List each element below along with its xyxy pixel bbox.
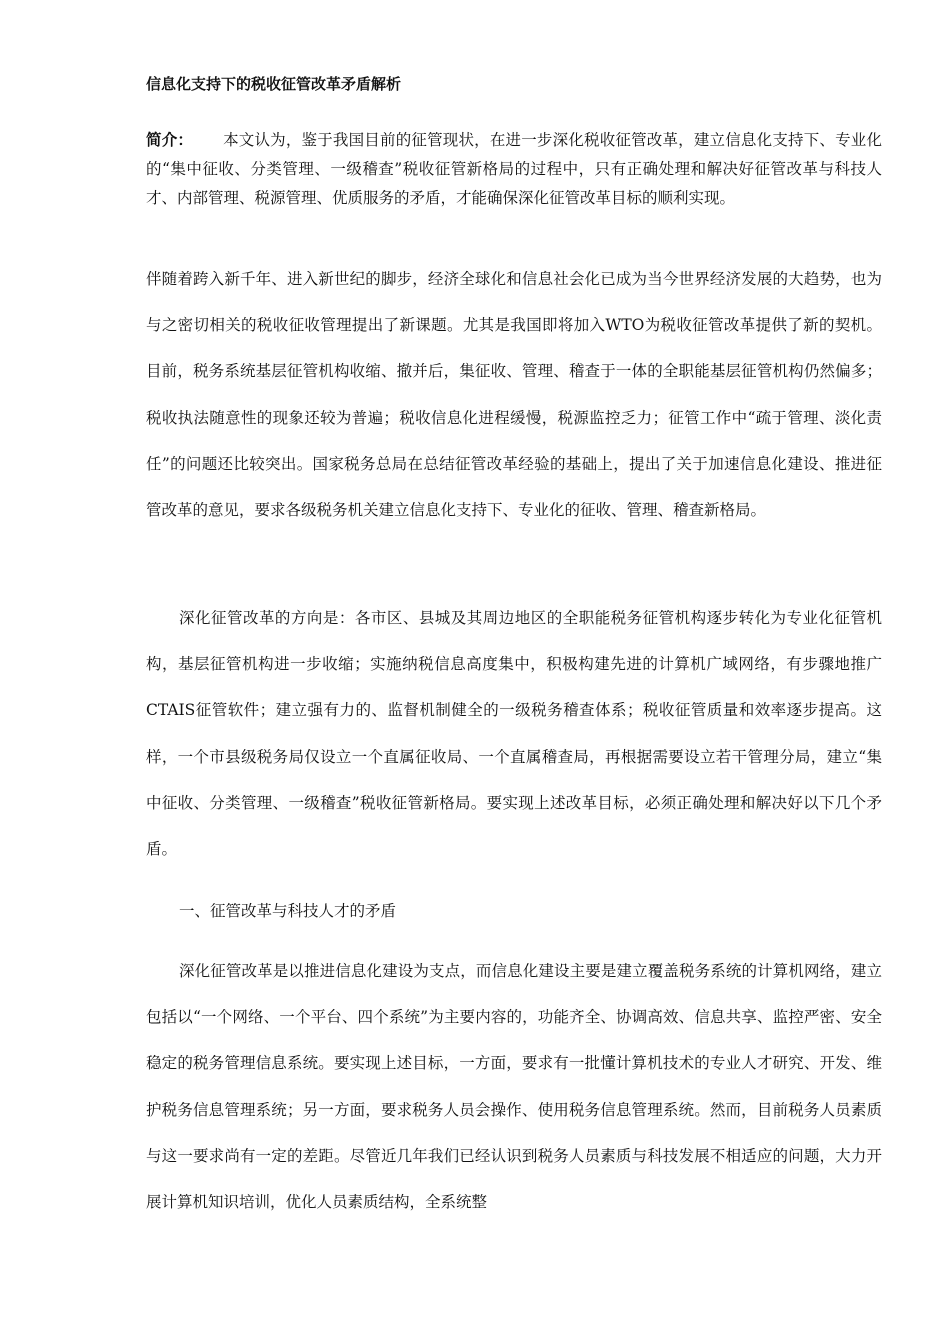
section-1-heading: 一、征管改革与科技人才的矛盾 (179, 902, 397, 920)
paragraph-1: 伴随着跨入新千年、进入新世纪的脚步，经济全球化和信息社会化已成为当今世界经济发展的大趋势，也为与之密切相关的税收征收管理提出了新课题。尤其是我国即将加入WTO为税收征管改革提供了新的契机。目前，税务系统基层征管机构收缩、撤并后，集征收、管理、稽查于一体的全职能基层征管机构仍然偏多；税收执法随意性的现象还较为普遍；税收信息化进程缓慢，税源监控乏力；征管工作中“疏于管理、淡化责任”的问题还比较突出。国家税务总局在总结征管改革经验的基础上，提出了关于加速信息化建设、推进征管改革的意见，要求各级税务机关建立信息化支持下、专业化的征收、管理、稽查新格局。 (146, 270, 882, 520)
summary-text: 本文认为，鉴于我国目前的征管现状，在进一步深化税收征管改革，建立信息化支持下、专业化的“集中征收、分类管理、一级稽查”税收征管新格局的过程中，只有正确处理和解决好征管改革与科技人才、内部管理、税源管理、优质服务的矛盾，才能确保深化征管改革目标的顺利实现。 (146, 131, 882, 207)
paragraph-2: 深化征管改革的方向是：各市区、县城及其周边地区的全职能税务征管机构逐步转化为专业化征管机构，基层征管机构进一步收缩；实施纳税信息高度集中，积极构建先进的计算机广域网络，有步骤地推广CTAIS征管软件；建立强有力的、监督机制健全的一级税务稽查体系；税收征管质量和效率逐步提高。这样，一个市县级税务局仅设立一个直属征收局、一个直属稽查局，再根据需要设立若干管理分局，建立“集中征收、分类管理、一级稽查”税收征管新格局。要实现上述改革目标，必须正确处理和解决好以下几个矛盾。 (146, 609, 882, 859)
summary-block (146, 126, 882, 213)
document-title: 信息化支持下的税收征管改革矛盾解析 (146, 75, 402, 93)
summary-label: 简介： (146, 131, 194, 149)
paragraph-3: 深化征管改革是以推进信息化建设为支点，而信息化建设主要是建立覆盖税务系统的计算机网络，建立包括以“一个网络、一个平台、四个系统”为主要内容的，功能齐全、协调高效、信息共享、监控严密、安全稳定的税务管理信息系统。要实现上述目标，一方面，要求有一批懂计算机技术的专业人才研究、开发、维护税务信息管理系统；另一方面，要求税务人员会操作、使用税务信息管理系统。然而，目前税务人员素质与这一要求尚有一定的差距。尽管近几年我们已经认识到税务人员素质与科技发展不相适应的问题，大力开展计算机知识培训，优化人员素质结构，全系统整 (146, 962, 882, 1212)
